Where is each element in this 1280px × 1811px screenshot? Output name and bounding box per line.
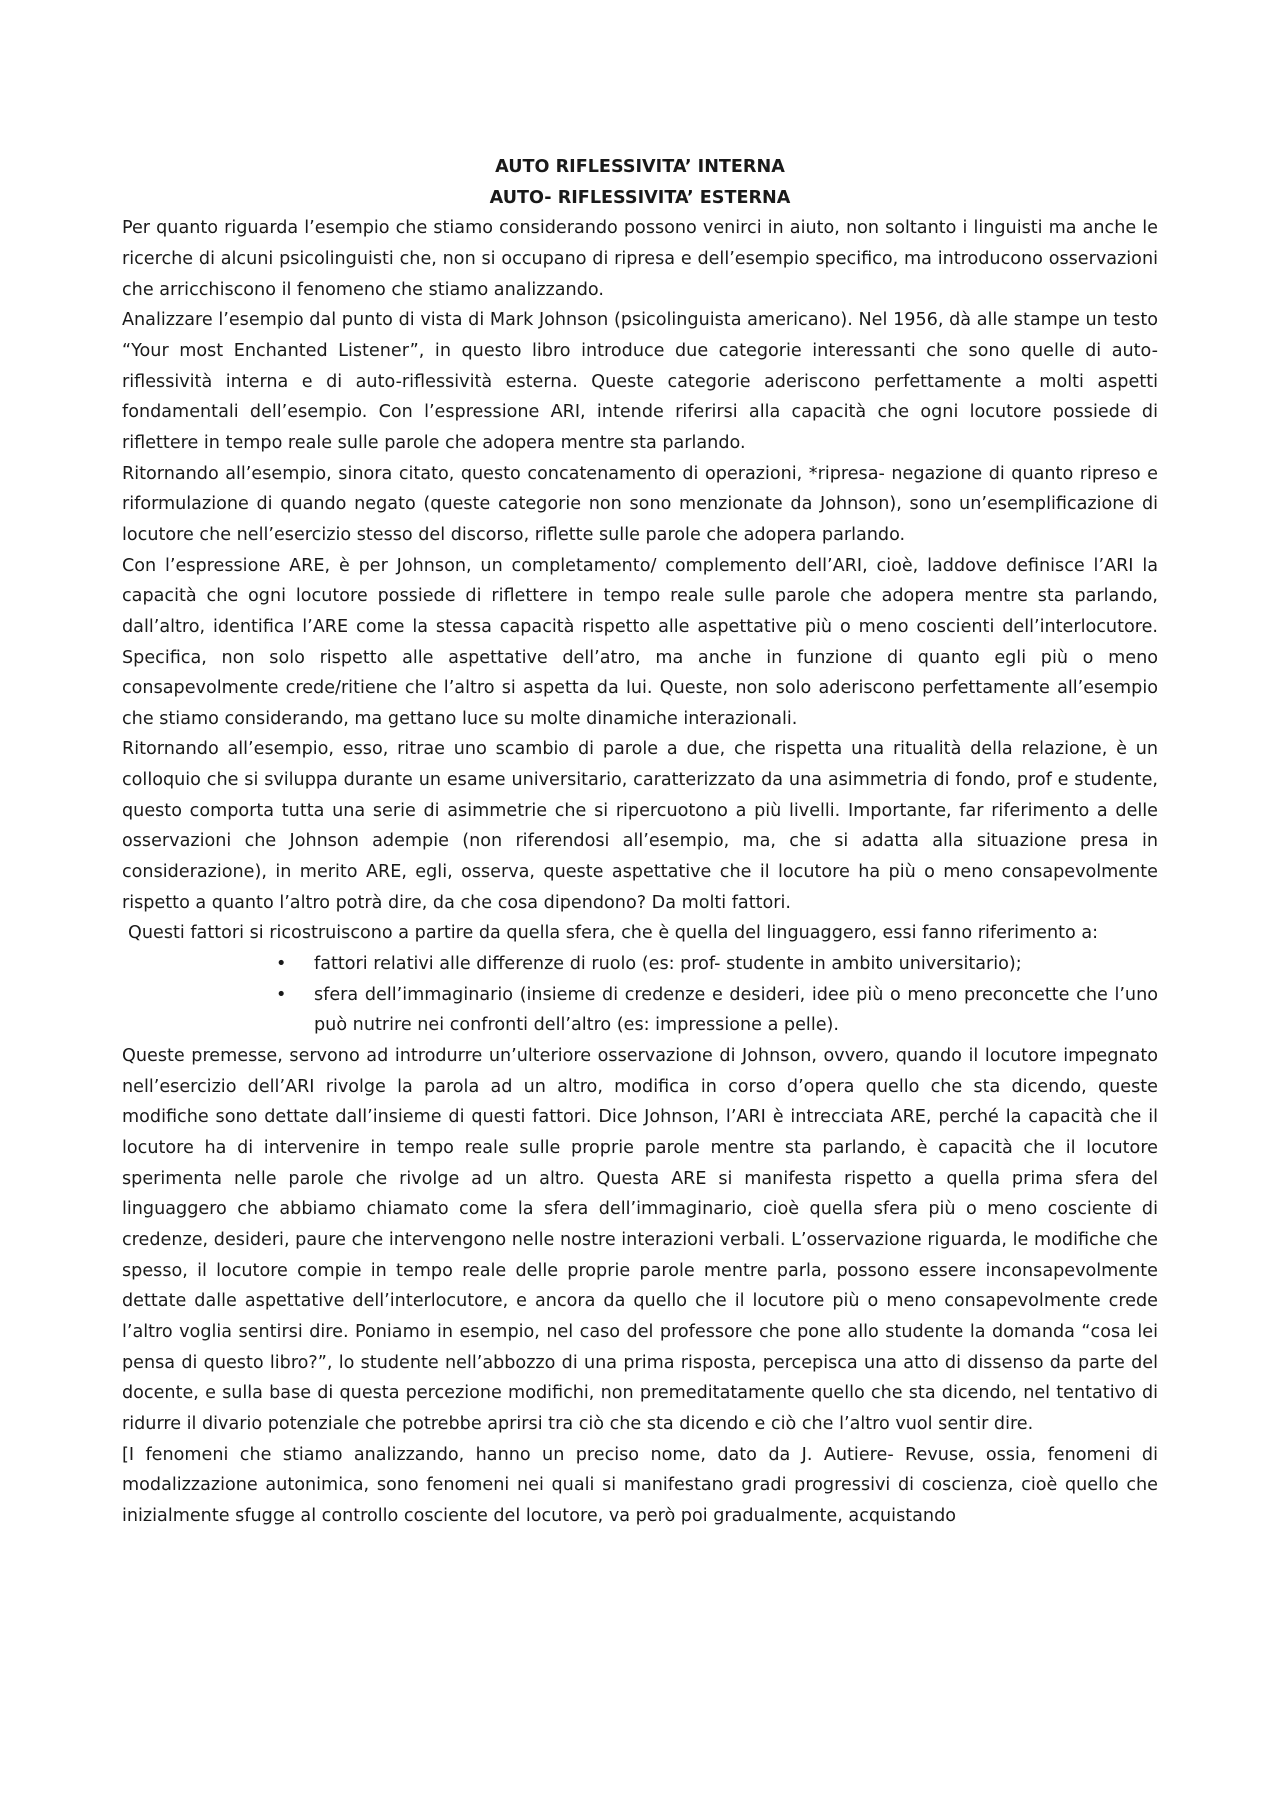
document-page [122, 152, 1158, 1532]
paragraph-4: Con l’espressione ARE, è per Johnson, un completamento/ complemento dell’ARI, cioè, laddove definisce l’ARI la capacità che ogni locutore possiede di riflettere in tempo reale sulle parole che adopera mentre sta parlando, dall’altro, identifica l’ARE come la stessa capacità rispetto alle aspettative più o meno coscienti dell’interlocutore. Specifica, non solo rispetto alle aspettative dell’atro, ma anche in funzione di quanto egli più o meno consapevolmente crede/ritiene che l’altro si aspetta da lui. Queste, non solo aderiscono perfettamente all’esempio che stiamo considerando, ma gettano luce su molte dinamiche interazionali. [122, 555, 1158, 729]
bullet-list [122, 949, 1158, 1041]
list-item-text: sfera dell’immaginario (insieme di credenze e desideri, idee più o meno preconcette che l’uno può nutrire nei confronti dell’altro (es: impressione a pelle). [314, 984, 1158, 1036]
paragraph-7: Queste premesse, servono ad introdurre un’ulteriore osservazione di Johnson, ovvero, quando il locutore impegnato nell’esercizio dell’ARI rivolge la parola ad un altro, modifica in corso d’opera quello che sta dicendo, queste modifiche sono dettate dall’insieme di questi fattori. Dice Johnson, l’ARI è intrecciata ARE, perché la capacità che il locutore ha di intervenire in tempo reale sulle proprie parole mentre sta parlando, è capacità che il locutore sperimenta nelle parole che rivolge ad un altro. Questa ARE si manifesta rispetto a quella prima sfera del linguaggero che abbiamo chiamato come la sfera dell’immaginario, cioè quella sfera più o meno cosciente di credenze, desideri, paure che intervengono nelle nostre interazioni verbali. L’osservazione riguarda, le modifiche che spesso, il locutore compie in tempo reale delle proprie parole mentre parla, possono essere inconsapevolmente dettate dalle aspettative dell’interlocutore, e ancora da quello che il locutore più o meno consapevolmente crede l’altro voglia sentirsi dire. Poniamo in esempio, nel caso del professore che pone allo studente la domanda “cosa lei pensa di questo libro?”, lo studente nell’abbozzo di una prima risposta, percepisca una atto di dissenso da parte del docente, e sulla base di questa percezione modifichi, non premeditatamente quello che sta dicendo, nel tentativo di ridurre il divario potenziale che potrebbe aprirsi tra ciò che sta dicendo e ciò che l’altro vuol sentir dire. [122, 1046, 1158, 1434]
bullet-icon: • [276, 984, 287, 1005]
paragraph-8: [I fenomeni che stiamo analizzando, hanno un preciso nome, dato da J. Autiere- Revuse, ossia, fenomeni di modalizzazione autonimica, sono fenomeni nei quali si manifestano gradi progressivi di coscienza, cioè quello che inizialmente sfugge al controllo cosciente del locutore, va però poi gradualmente, acquistando [122, 1444, 1158, 1526]
paragraph-3: Ritornando all’esempio, sinora citato, questo concatenamento di operazioni, *ripresa- negazione di quanto ripreso e riformulazione di quando negato (queste categorie non sono menzionate da Johnson), sono un’esemplificazione di locutore che nell’esercizio stesso del discorso, riflette sulle parole che adopera parlando. [122, 463, 1158, 545]
paragraph-1: Per quanto riguarda l’esempio che stiamo considerando possono venirci in aiuto, non soltanto i linguisti ma anche le ricerche di alcuni psicolinguisti che, non si occupano di ripresa e dell’esempio specifico, ma introducono osservazioni che arricchiscono il fenomeno che stiamo analizzando. [122, 218, 1158, 300]
title-line-1: AUTO RIFLESSIVITA’ INTERNA [495, 157, 785, 177]
title-line-2: AUTO- RIFLESSIVITA’ ESTERNA [489, 187, 791, 208]
paragraph-6: Questi fattori si ricostruiscono a partire da quella sfera, che è quella del linguaggero, essi fanno riferimento a: [128, 923, 1099, 944]
list-item-text: fattori relativi alle differenze di ruolo (es: prof- studente in ambito universitario); [314, 954, 1022, 975]
bullet-icon: • [276, 954, 287, 975]
paragraph-5: Ritornando all’esempio, esso, ritrae uno scambio di parole a due, che rispetta una ritualità della relazione, è un colloquio che si sviluppa durante un esame universitario, caratterizzato da una asimmetria di fondo, prof e studente, questo comporta tutta una serie di asimmetrie che si ripercuotono a più livelli. Importante, far riferimento a delle osservazioni che Johnson adempie (non riferendosi all’esempio, ma, che si adatta alla situazione presa in considerazione), in merito ARE, egli, osserva, queste aspettative che il locutore ha più o meno consapevolmente rispetto a quanto l’altro potrà dire, da che cosa dipendono? Da molti fattori. [122, 739, 1158, 913]
list-item [276, 980, 1158, 1041]
paragraph-2: Analizzare l’esempio dal punto di vista di Mark Johnson (psicolinguista americano). Nel 1956, dà alle stampe un testo “Your most Enchanted Listener”, in questo libro introduce due categorie interessanti che sono quelle di auto-riflessività interna e di auto-riflessività esterna. Queste categorie aderiscono perfettamente a molti aspetti fondamentali dell’esempio. Con l’espressione ARI, intende riferirsi alla capacità che ogni locutore possiede di riflettere in tempo reale sulle parole che adopera mentre sta parlando. [122, 310, 1158, 453]
list-item [276, 949, 1158, 980]
